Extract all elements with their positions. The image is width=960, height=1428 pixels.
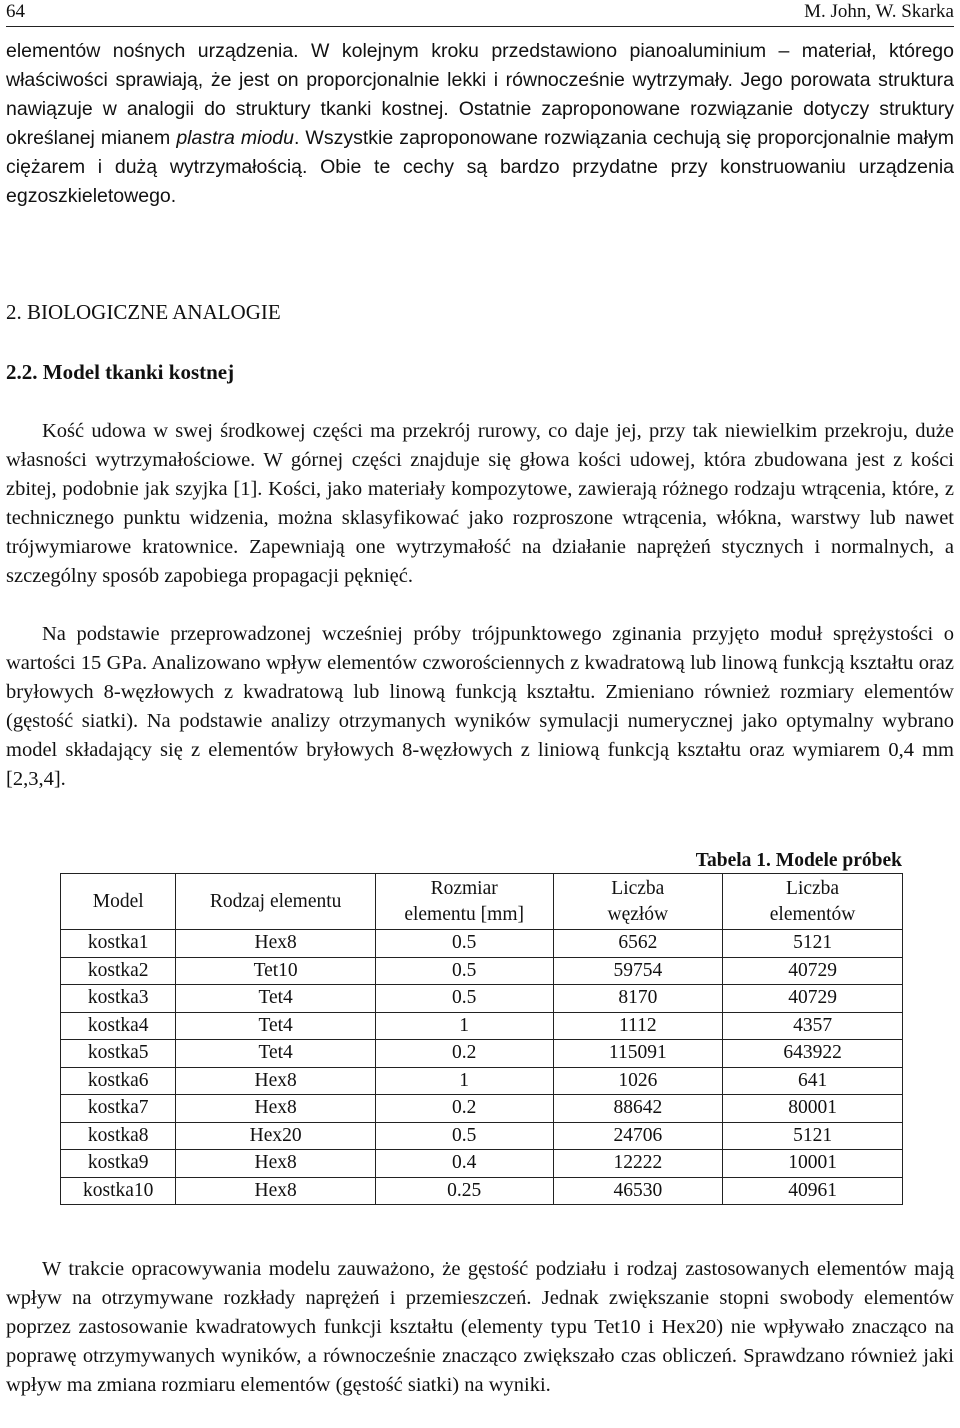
subsection-heading: 2.2. Model tkanki kostnej — [6, 360, 235, 384]
intro-paragraph — [6, 37, 954, 211]
cell-nodes: 1026 — [553, 1067, 723, 1095]
cell-model: kostka1 — [61, 930, 176, 958]
cell-size: 1 — [375, 1067, 553, 1095]
cell-nodes: 1112 — [553, 1012, 723, 1040]
cell-elements: 80001 — [723, 1095, 903, 1123]
cell-model: kostka8 — [61, 1122, 176, 1150]
cell-type: Hex8 — [176, 1150, 375, 1178]
cell-size: 0.5 — [375, 930, 553, 958]
cell-model: kostka2 — [61, 957, 176, 985]
cell-model: kostka10 — [61, 1177, 176, 1205]
cell-nodes: 12222 — [553, 1150, 723, 1178]
cell-elements: 10001 — [723, 1150, 903, 1178]
cell-model: kostka3 — [61, 985, 176, 1013]
cell-type: Tet4 — [176, 1012, 375, 1040]
table-row — [61, 1150, 903, 1178]
table-row — [61, 1122, 903, 1150]
page-header — [6, 0, 954, 27]
header-model: Model — [61, 874, 176, 930]
table-row — [61, 957, 903, 985]
table-row — [61, 1012, 903, 1040]
table-row — [61, 1095, 903, 1123]
table-row — [61, 1067, 903, 1095]
header-element-type: Rodzaj elementu — [176, 874, 375, 930]
cell-type: Tet4 — [176, 1040, 375, 1068]
paragraph-bone-tissue: Kość udowa w swej środkowej części ma przekrój rurowy, co daje jej, przy tak niewielkim przekroju, duże własności wytrzymałościowe. W górnej części znajduje się głowa kości udowej, która zbudowana jest z kości zbitej, podobnie jak szyjka [1]. Kości, jako materiały kompozytowe, zawierają różnego rodzaju wtrącenia, które, z technicznego punktu widzenia, można sklasyfikować jako rozproszone wtrącenia, włókna, warstwy lub nawet trójwymiarowe kratownice. Zapewniają one wytrzymałość na działanie naprężeń stycznych i normalnych, a szczególny sposób zapobiega propagacji pęknięć. — [6, 420, 954, 587]
cell-size: 0.4 — [375, 1150, 553, 1178]
table-row — [61, 985, 903, 1013]
cell-size: 0.2 — [375, 1095, 553, 1123]
intro-text-part1: elementów nośnych urządzenia. W kolejnym kroku przedstawiono pianoaluminium – materiał, którego właściwości sprawiają, że jest on proporcjonalnie lekki i równocześnie wytrzymały. Jego porowata struktura nawiązuje w analogii do struktury tkanki kostnej. Ostatnie zaproponowane rozwiązanie dotyczy struktury określanej mianem — [6, 40, 954, 149]
paragraph-model-selection: Na podstawie przeprowadzonej wcześniej próby trójpunktowego zginania przyjęto moduł sprężystości o wartości 15 GPa. Analizowano wpływ elementów czworościennych z kwadratową lub linową funkcją kształtu oraz bryłowych 8-węzłowych z kwadratową lub linową funkcją kształtu. Zmieniano również rozmiary elementów (gęstość siatki). Na podstawie analizy otrzymanych wyników symulacji numerycznej jako optymalny wybrano model składający się z elementów bryłowych 8-węzłowych z liniową funkcją kształtu oraz wymiarem 0,4 mm [2,3,4]. — [6, 623, 954, 790]
cell-nodes: 59754 — [553, 957, 723, 985]
cell-nodes: 115091 — [553, 1040, 723, 1068]
cell-model: kostka7 — [61, 1095, 176, 1123]
cell-model: kostka4 — [61, 1012, 176, 1040]
cell-elements: 40729 — [723, 957, 903, 985]
cell-elements: 641 — [723, 1067, 903, 1095]
table-row — [61, 1040, 903, 1068]
cell-type: Hex8 — [176, 1177, 375, 1205]
cell-nodes: 6562 — [553, 930, 723, 958]
table-row — [61, 1177, 903, 1205]
cell-elements: 643922 — [723, 1040, 903, 1068]
cell-model: kostka9 — [61, 1150, 176, 1178]
intro-text-part2: . Wszystkie zaproponowane rozwiązania cechują się proporcjonalnie małym ciężarem i dużą wytrzymałością. Obie te cechy są bardzo przydatne przy konstruowaniu urządzenia egzoszkieletowego. — [6, 127, 954, 207]
cell-size: 0.2 — [375, 1040, 553, 1068]
running-head-authors: M. John, W. Skarka — [804, 1, 954, 22]
cell-model: kostka6 — [61, 1067, 176, 1095]
table-caption: Tabela 1. Modele próbek — [695, 850, 902, 871]
header-element-count: Liczba elementów — [723, 874, 903, 930]
cell-size: 1 — [375, 1012, 553, 1040]
cell-size: 0.25 — [375, 1177, 553, 1205]
cell-type: Tet10 — [176, 957, 375, 985]
cell-nodes: 46530 — [553, 1177, 723, 1205]
cell-size: 0.5 — [375, 1122, 553, 1150]
paragraph-final: W trakcie opracowywania modelu zauważono, że gęstość podziału i rodzaj zastosowanych elementów mają wpływ na otrzymywane rozkłady naprężeń i przemieszczeń. Jednak zwiększanie stopni swobody elementów poprzez zastosowanie kwadratowych funkcji kształtu (elementy typu Tet10 i Hex20) nie wpływało znacząco na poprawę otrzymywanych wyników, a równocześnie znacząco zwiększało czas obliczeń. Sprawdzano również jaki wpływ ma zmiana rozmiaru elementów (gęstość siatki) na wyniki. — [6, 1258, 954, 1396]
cell-type: Tet4 — [176, 985, 375, 1013]
cell-elements: 5121 — [723, 1122, 903, 1150]
table-row — [61, 930, 903, 958]
cell-elements: 40961 — [723, 1177, 903, 1205]
intro-italic-term: plastra miodu — [176, 127, 294, 149]
cell-nodes: 88642 — [553, 1095, 723, 1123]
models-table — [60, 873, 903, 1205]
header-node-count: Liczba węzłów — [553, 874, 723, 930]
cell-elements: 4357 — [723, 1012, 903, 1040]
cell-model: kostka5 — [61, 1040, 176, 1068]
cell-nodes: 24706 — [553, 1122, 723, 1150]
cell-size: 0.5 — [375, 985, 553, 1013]
cell-elements: 40729 — [723, 985, 903, 1013]
table-header-row — [61, 874, 903, 930]
cell-type: Hex20 — [176, 1122, 375, 1150]
cell-type: Hex8 — [176, 1095, 375, 1123]
page-number: 64 — [6, 1, 25, 22]
header-element-size: Rozmiar elementu [mm] — [375, 874, 553, 930]
cell-elements: 5121 — [723, 930, 903, 958]
cell-nodes: 8170 — [553, 985, 723, 1013]
cell-size: 0.5 — [375, 957, 553, 985]
section-heading: 2. BIOLOGICZNE ANALOGIE — [6, 300, 281, 324]
cell-type: Hex8 — [176, 1067, 375, 1095]
cell-type: Hex8 — [176, 930, 375, 958]
